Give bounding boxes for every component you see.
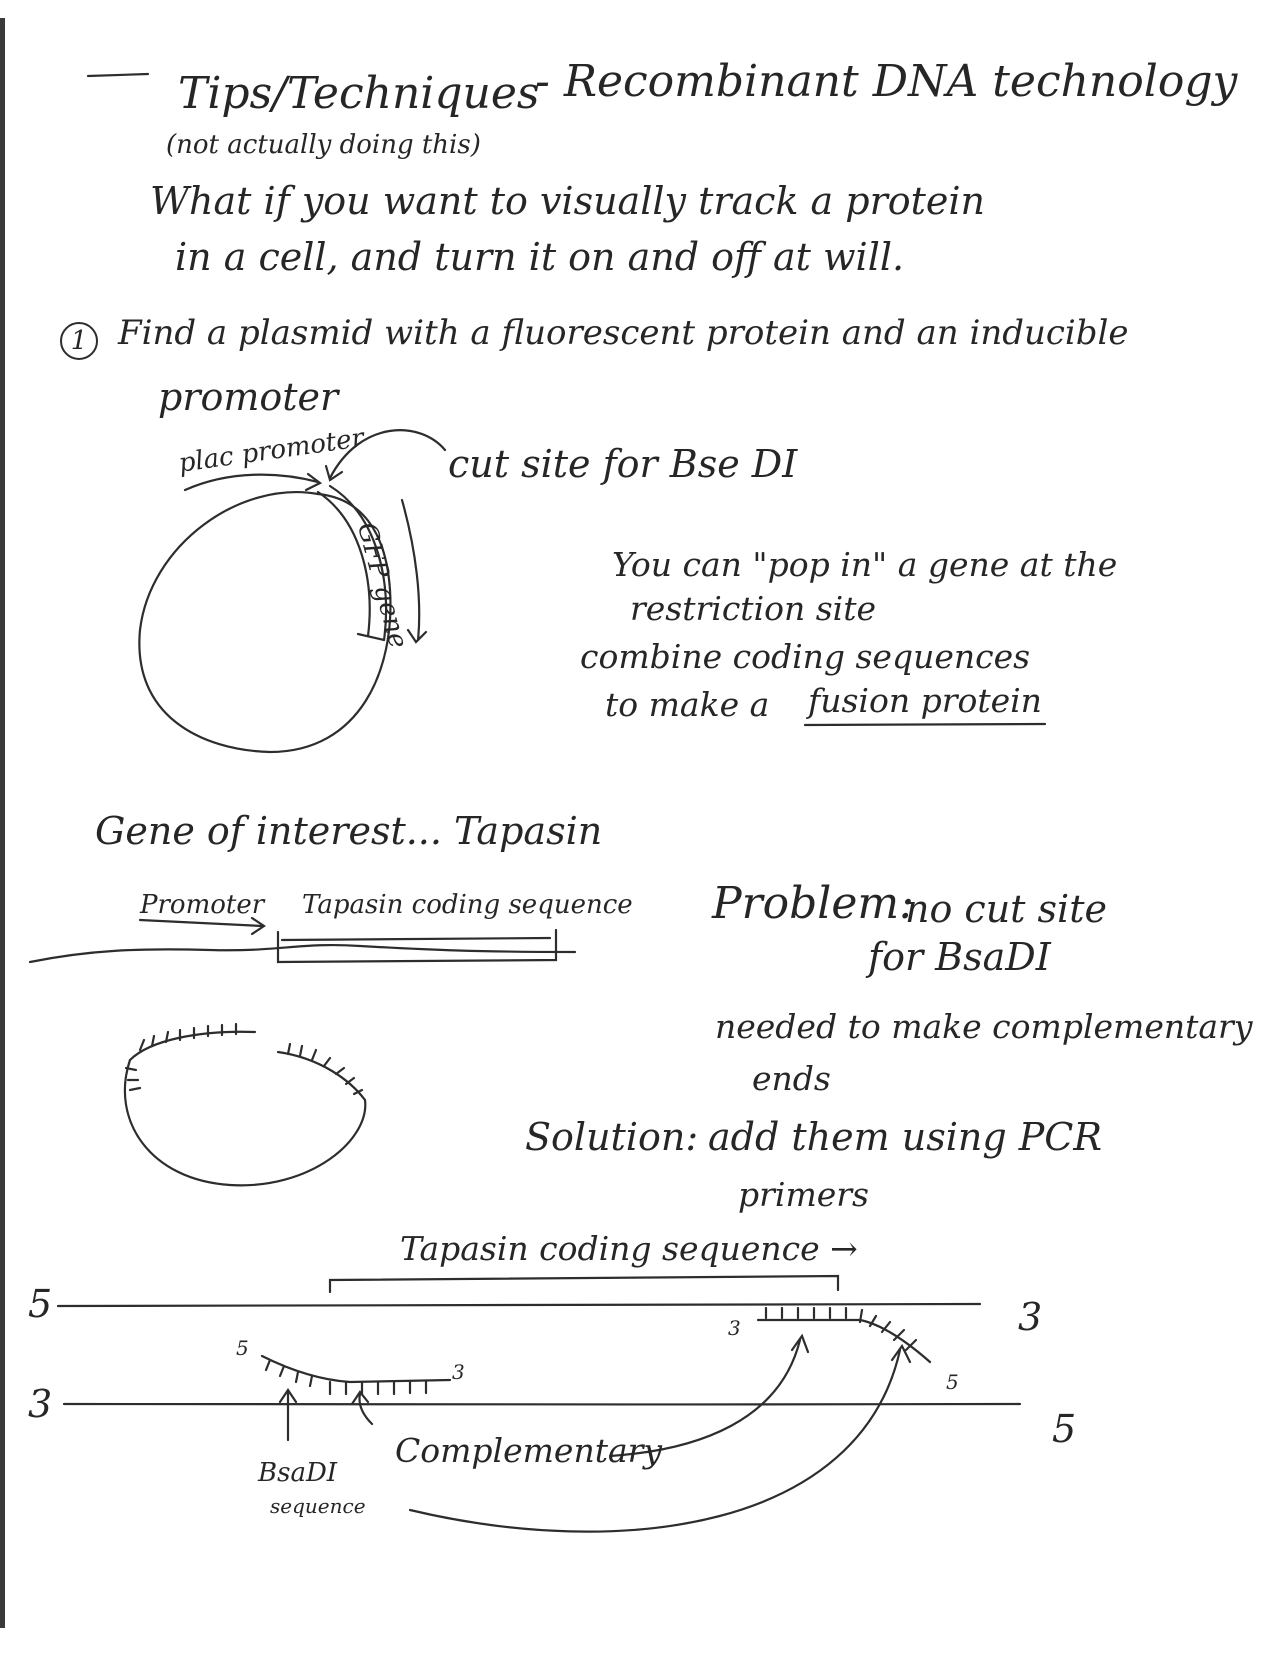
cut-plasmid-left-ticks [126, 1024, 236, 1090]
pcr-bottom-strand [64, 1403, 1020, 1404]
page-title: Tips/Techniques [178, 68, 540, 119]
bsadi-sequence-label: sequence [270, 1494, 366, 1518]
gene-coding-label: Tapasin coding sequence [302, 890, 633, 920]
solution-label: Solution: [525, 1115, 699, 1159]
cut-site-label: cut site for Bse DI [448, 442, 798, 486]
solution-text-1: add them using PCR [708, 1115, 1102, 1159]
pcr-left-primer [262, 1356, 450, 1382]
notes-line-3: combine coding sequences [580, 637, 1031, 676]
pcr-left-primer-ticks [266, 1360, 426, 1394]
pcr-bottom-right-end: 5 [1052, 1407, 1077, 1451]
pcr-right-primer-ticks [766, 1308, 916, 1350]
pcr-top-right-end: 3 [1018, 1295, 1043, 1339]
pcr-right-primer [758, 1320, 930, 1362]
solution-text-2: primers [738, 1175, 869, 1214]
notes-line-4-prefix: to make a [605, 685, 770, 724]
cut-plasmid-right-arc [278, 1052, 365, 1100]
intro-line-1: What if you want to visually track a protein [150, 179, 986, 223]
step-number-circle: 1 [60, 322, 98, 360]
gene-promoter-arrow [140, 920, 262, 926]
left-primer-5-end: 5 [236, 1336, 249, 1360]
right-primer-3-end: 3 [728, 1316, 741, 1340]
cut-plasmid-left-arc [130, 1032, 255, 1060]
gene-promoter-label: Promoter [140, 890, 265, 920]
pcr-coding-bracket [330, 1276, 838, 1292]
problem-text-2: for BsaDI [868, 935, 1051, 979]
problem-text-4: ends [752, 1059, 831, 1098]
left-primer-3-end: 3 [452, 1360, 465, 1384]
pcr-top-strand [58, 1304, 980, 1307]
title-dash [88, 74, 148, 76]
intro-line-2: in a cell, and turn it on and off at will. [175, 235, 905, 279]
page-subtitle: (not actually doing this) [166, 130, 481, 160]
bsadi-label: BsaDI [258, 1458, 338, 1488]
promoter-arrowhead [306, 474, 320, 490]
pcr-coding-label: Tapasin coding sequence → [400, 1229, 858, 1268]
cut-plasmid-right-ticks [288, 1044, 362, 1094]
step1-line-2: promoter [158, 375, 339, 419]
problem-text-3: needed to make complementary [715, 1007, 1253, 1046]
step1-line-1: Find a plasmid with a fluorescent protein and an inducible [118, 313, 1129, 353]
coding-bracket-top [282, 938, 550, 940]
plac-promoter-label: plac promoter [176, 423, 366, 479]
pcr-top-left-end: 5 [28, 1282, 53, 1326]
complementary-label: Complementary [395, 1431, 663, 1470]
notes-line-2: restriction site [630, 589, 877, 628]
promoter-arrow [185, 475, 318, 490]
gene-heading: Gene of interest... Tapasin [95, 809, 603, 853]
cut-plasmid [125, 1060, 365, 1185]
problem-label: Problem: [712, 878, 914, 929]
topic-heading: - Recombinant DNA technology [535, 56, 1238, 107]
pcr-bottom-left-end: 3 [28, 1382, 53, 1426]
problem-text-1: no cut site [905, 887, 1107, 931]
gfp-gene-label: GFP gene [350, 519, 414, 652]
fusion-protein-term: fusion protein [808, 681, 1042, 720]
notes-line-1: You can "pop in" a gene at the [612, 545, 1118, 584]
fusion-underline [805, 724, 1045, 725]
right-primer-5-end: 5 [946, 1370, 959, 1394]
